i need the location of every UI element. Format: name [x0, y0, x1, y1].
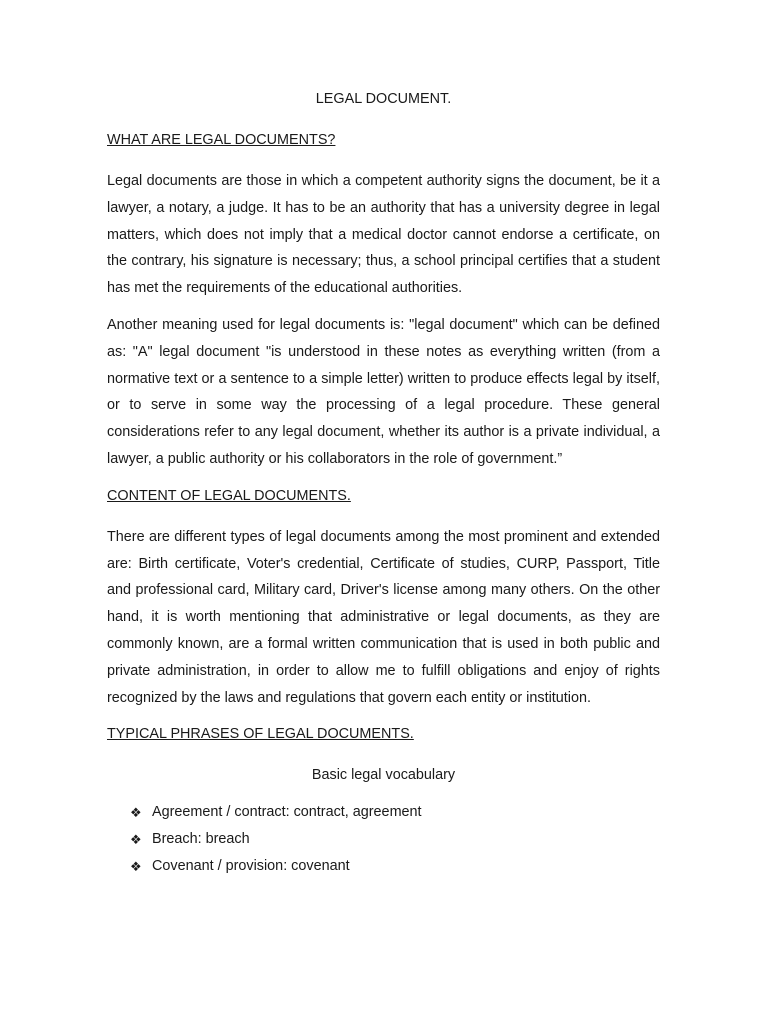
diamond-bullet-icon: ❖	[130, 805, 142, 821]
section-heading-typical-phrases: TYPICAL PHRASES OF LEGAL DOCUMENTS.	[107, 726, 414, 743]
document-title: LEGAL DOCUMENT.	[315, 91, 452, 107]
diamond-bullet-icon: ❖	[130, 832, 142, 848]
paragraph: Another meaning used for legal documents is: "legal document" which can be defined as: "A" legal document "is understood in these notes as everything written (from a normative text or a sentence to a simple letter) written to produce effects legal by itself, or to serve in some way the processing of a legal procedure. These general considerations refer to any legal document, whether its author is a private individual, a lawyer, a public authority or his collaborators in the role of government.”	[107, 316, 660, 467]
list-item-text: Covenant / provision: covenant	[152, 858, 350, 875]
list-item-text: Agreement / contract: contract, agreement	[152, 804, 422, 821]
list-item-text: Breach: breach	[152, 831, 250, 848]
vocabulary-list	[107, 799, 660, 880]
section-heading-what-are: WHAT ARE LEGAL DOCUMENTS?	[107, 132, 336, 148]
list-item	[130, 853, 660, 880]
section-heading-content: CONTENT OF LEGAL DOCUMENTS.	[107, 487, 351, 504]
paragraph: There are different types of legal documents among the most prominent and extended are: Birth certificate, Voter's credential, Certificate of studies, CURP, Passport, Title and professional card, Military card, Driver's license among many others. On the other hand, it is worth mentioning that administrative or legal documents, as they are commonly known, are a formal written communication that is used in both public and private administration, in order to allow me to fulfill obligations and enjoy of rights recognized by the laws and regulations that govern each entity or institution.	[107, 528, 660, 706]
paragraph: Legal documents are those in which a competent authority signs the document, be it a lawyer, a notary, a judge. It has to be an authority that has a university degree in legal matters, which does not imply that a medical doctor cannot endorse a certificate, on the contrary, his signature is necessary; thus, a school principal certifies that a student has met the requirements of the educational authorities.	[107, 173, 660, 297]
document-page	[107, 86, 660, 880]
list-item	[130, 826, 660, 853]
list-item	[130, 799, 660, 826]
diamond-bullet-icon: ❖	[130, 859, 142, 875]
vocabulary-subtitle: Basic legal vocabulary	[311, 767, 456, 784]
